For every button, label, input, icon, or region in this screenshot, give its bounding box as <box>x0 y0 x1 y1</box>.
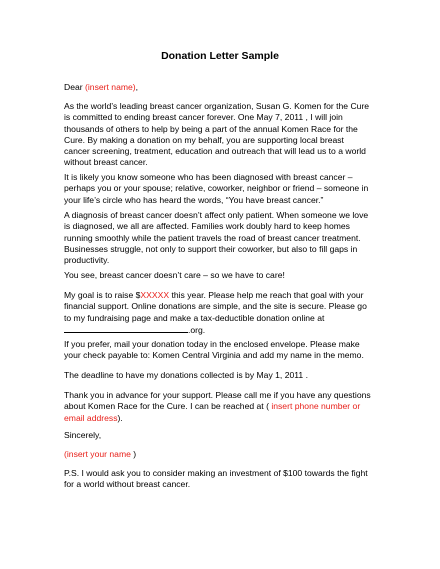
paragraph-goal <box>64 290 384 336</box>
text-line: your life’s circle who has heard the words, “You have breast cancer.” <box>64 194 324 205</box>
text-line: for a world without breast cancer. <box>64 479 191 490</box>
signature-open: ( <box>64 449 67 459</box>
text-line: cancer screening, treatment, education and outreach that will lead us to a world <box>64 146 366 157</box>
text-line: thousands of others to help by being a part of the annual Komen Race for the <box>64 123 358 134</box>
text-line: The deadline to have my donations collected is by May 1, 2011 . <box>64 370 308 380</box>
paragraph-mail <box>64 339 384 362</box>
letter-title: Donation Letter Sample <box>161 50 279 62</box>
email-placeholder: email address <box>64 412 118 423</box>
text-line: is diagnosed, we all are affected. Families work doubly hard to keep homes <box>64 221 350 232</box>
text-line: your check payable to: Komen Central Virginia and add my name in the memo. <box>64 350 364 361</box>
postscript <box>64 468 384 491</box>
phone-placeholder: insert phone number or <box>268 401 361 412</box>
amount-placeholder: XXXXX <box>140 290 170 300</box>
salutation-suffix: , <box>135 82 139 92</box>
recipient-name-placeholder: (insert name) <box>85 82 136 92</box>
text-line: As the world’s leading breast cancer organization, Susan G. Komen for the Cure <box>64 101 370 111</box>
goal-text-before: My goal is to raise $ <box>64 290 141 300</box>
paragraph-deadline <box>64 370 384 381</box>
text-line: is committed to ending breast cancer forever. One May 7, 2011 , I will join <box>64 112 343 123</box>
signature-name-placeholder: insert your name <box>66 449 131 459</box>
paragraph-thanks <box>64 390 384 424</box>
goal-text-after: this year. Please help me reach that goal with your <box>169 290 364 300</box>
signature-close: ) <box>130 449 137 459</box>
text-line <box>64 324 384 336</box>
text-line: running smoothly while the patient travels the road of breast cancer treatment. <box>64 232 361 243</box>
paragraph-intro <box>64 101 384 169</box>
text-line: to my fundraising page and make a tax-deductible donation online at <box>64 312 325 323</box>
text-line: It is likely you know someone who has been diagnosed with breast cancer – <box>64 172 353 182</box>
text-line: A diagnosis of breast cancer doesn’t affect only patient. When someone we love <box>64 210 369 220</box>
text-line: P.S. I would ask you to consider making an investment of $100 towards the fight <box>64 468 368 478</box>
url-blank-underline <box>64 324 188 333</box>
text-line: financial support. Online donations are simple, and the site is secure. Please go <box>64 301 367 312</box>
closing-text: Sincerely, <box>64 430 102 440</box>
salutation-prefix: Dear <box>64 82 83 92</box>
text-line: Thank you in advance for your support. Please call me if you have any questions <box>64 390 371 400</box>
text-line <box>64 290 384 301</box>
contact-text-before: about Komen Race for the Cure. I can be reached at ( <box>64 401 269 412</box>
text-line: without breast cancer. <box>64 157 148 168</box>
signature <box>64 449 384 460</box>
text-line: Businesses struggle, not only to support their coworker, but also to fill gaps in <box>64 243 358 254</box>
url-suffix: .org. <box>188 324 206 335</box>
text-line: perhaps you or your spouse; relative, coworker, neighbor or friend – someone in <box>64 183 369 194</box>
text-line <box>64 413 384 424</box>
text-line <box>64 401 384 412</box>
paragraph-likely <box>64 172 384 206</box>
paragraph-care <box>64 270 384 281</box>
text-line: productivity. <box>64 255 110 266</box>
text-line: If you prefer, mail your donation today in the enclosed envelope. Please make <box>64 339 360 349</box>
paragraph-diagnosis <box>64 210 384 266</box>
text-line: Cure. By making a donation on my behalf, you are supporting local breast <box>64 134 344 145</box>
salutation <box>64 82 384 93</box>
contact-text-after: ). <box>117 412 123 423</box>
closing <box>64 430 384 441</box>
text-line: You see, breast cancer doesn’t care – so we have to care! <box>64 270 285 280</box>
signature-line <box>64 449 384 460</box>
